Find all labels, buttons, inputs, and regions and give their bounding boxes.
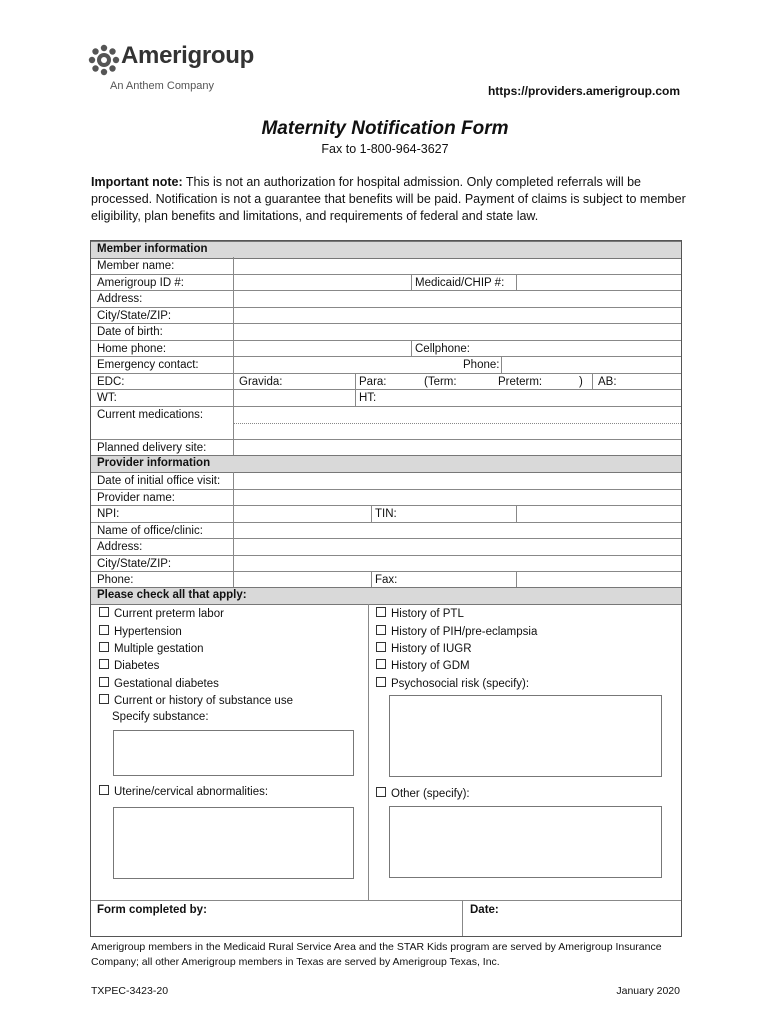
date-label: Date: xyxy=(470,904,499,916)
other-textbox[interactable] xyxy=(389,806,662,878)
preterm-label: Preterm: xyxy=(498,376,543,388)
medicaid-label: Medicaid/CHIP #: xyxy=(415,277,505,289)
note-lead: Important note: xyxy=(91,175,183,189)
emergency-phone-label: Phone: xyxy=(463,359,500,371)
provider-section-header xyxy=(91,455,681,473)
check-multiple-gestation[interactable]: Multiple gestation xyxy=(99,642,204,655)
member-section-header xyxy=(91,241,681,259)
check-hypertension[interactable]: Hypertension xyxy=(99,625,182,638)
tin-label: TIN: xyxy=(375,508,397,520)
provider-phone-label: Phone: xyxy=(97,574,134,586)
amerigroup-logo-icon xyxy=(88,44,120,76)
provider-fax-label: Fax: xyxy=(375,574,398,586)
substance-textbox[interactable] xyxy=(113,730,354,776)
specify-substance-label: Specify substance: xyxy=(112,711,209,723)
medications-label: Current medications: xyxy=(97,409,204,421)
page-title: Maternity Notification Form xyxy=(261,118,509,139)
check-uterine-abnormalities[interactable]: Uterine/cervical abnormalities: xyxy=(99,785,268,798)
check-substance-use[interactable]: Current or history of substance use xyxy=(99,694,293,707)
ht-label: HT: xyxy=(359,392,377,404)
provider-address-label: Address: xyxy=(97,541,143,553)
member-address-label: Address: xyxy=(97,293,143,305)
completed-by-label: Form completed by: xyxy=(97,904,207,916)
provider-city-label: City/State/ZIP: xyxy=(97,558,172,570)
npi-label: NPI: xyxy=(97,508,120,520)
check-psychosocial-risk[interactable]: Psychosocial risk (specify): xyxy=(376,677,529,690)
office-visit-label: Date of initial office visit: xyxy=(97,475,221,487)
office-name-label: Name of office/clinic: xyxy=(97,525,203,537)
ab-label: AB: xyxy=(598,376,617,388)
check-history-pih[interactable]: History of PIH/pre-eclampsia xyxy=(376,625,537,638)
fax-number: Fax to 1-800-964-3627 xyxy=(321,142,449,156)
member-id-label: Amerigroup ID #: xyxy=(97,277,184,289)
form-date: January 2020 xyxy=(616,985,680,997)
wt-label: WT: xyxy=(97,392,117,404)
edc-label: EDC: xyxy=(97,376,125,388)
provider-name-label: Provider name: xyxy=(97,492,175,504)
brand-tagline: An Anthem Company xyxy=(110,80,214,92)
maternity-form xyxy=(90,240,682,937)
check-diabetes[interactable]: Diabetes xyxy=(99,659,159,672)
member-section-title: Member information xyxy=(97,243,208,255)
check-history-iugr[interactable]: History of IUGR xyxy=(376,642,472,655)
para-label: Para: xyxy=(359,376,387,388)
important-note xyxy=(91,174,691,225)
close-paren: ) xyxy=(579,376,583,388)
check-preterm-labor[interactable]: Current preterm labor xyxy=(99,607,224,620)
provider-section-title: Provider information xyxy=(97,457,211,469)
cellphone-label: Cellphone: xyxy=(415,343,470,355)
dob-label: Date of birth: xyxy=(97,326,163,338)
check-history-gdm[interactable]: History of GDM xyxy=(376,659,470,672)
term-label: (Term: xyxy=(424,376,457,388)
uterine-textbox[interactable] xyxy=(113,807,354,879)
footer-disclaimer: Amerigroup members in the Medicaid Rural Service Area and the STAR Kids program are served by Amerigroup Insurance Company; all other Amerigroup members in Texas are served by Amerigroup Texas, Inc. xyxy=(91,941,662,968)
gravida-label: Gravida: xyxy=(239,376,283,388)
checklist-title: Please check all that apply: xyxy=(97,589,247,601)
form-code: TXPEC-3423-20 xyxy=(91,985,169,997)
check-other[interactable]: Other (specify): xyxy=(376,787,470,800)
checklist-section-header xyxy=(91,587,681,605)
emergency-contact-label: Emergency contact: xyxy=(97,359,199,371)
brand-name: Amerigroup xyxy=(121,42,255,69)
member-city-label: City/State/ZIP: xyxy=(97,310,172,322)
home-phone-label: Home phone: xyxy=(97,343,167,355)
psychosocial-textbox[interactable] xyxy=(389,695,662,777)
provider-url[interactable]: https://providers.amerigroup.com xyxy=(487,84,680,98)
check-history-ptl[interactable]: History of PTL xyxy=(376,607,464,620)
delivery-site-label: Planned delivery site: xyxy=(97,442,207,454)
member-name-label: Member name: xyxy=(97,260,175,272)
note-text: This is not an authorization for hospital admission. Only completed referrals will be processed. Notification is not a guarantee that benefits will be paid. Payment of claims is subject to member eligibility, plan benefits and limitations, and requirements of federal and state law. xyxy=(91,175,686,223)
check-gestational-diabetes[interactable]: Gestational diabetes xyxy=(99,677,219,690)
